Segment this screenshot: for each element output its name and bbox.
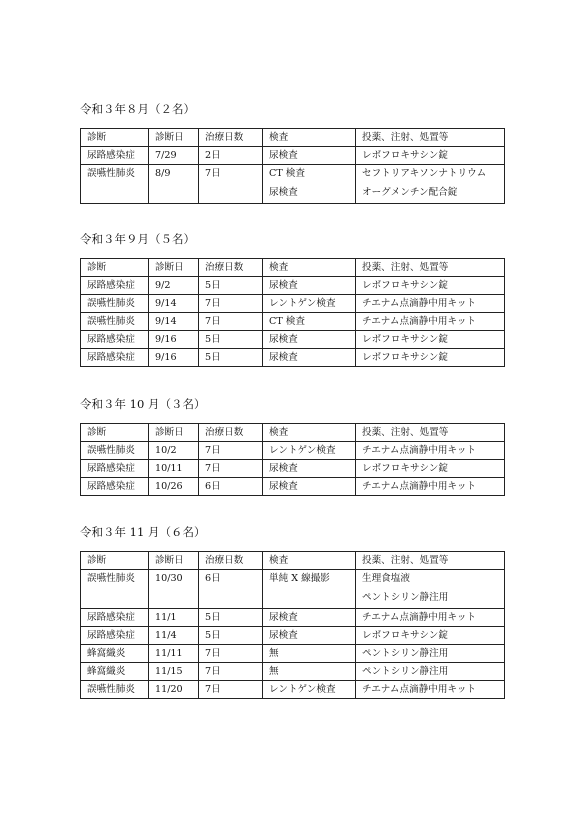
cell-treatment xyxy=(356,570,505,609)
table-row xyxy=(81,609,505,627)
cell-diagnosis: 蜂窩織炎 xyxy=(81,663,149,681)
header-diagnosis: 診断 xyxy=(81,129,149,147)
header-date: 診断日 xyxy=(149,424,199,442)
cell-test: 尿検査 xyxy=(263,331,356,349)
cell-diagnosis: 誤嚥性肺炎 xyxy=(81,442,149,460)
cell-date: 8/9 xyxy=(149,165,199,204)
cell-diagnosis: 尿路感染症 xyxy=(81,627,149,645)
cell-date: 9/2 xyxy=(149,277,199,295)
cell-treatment: チエナム点滴静中用キット xyxy=(356,313,505,331)
cell-date: 9/16 xyxy=(149,349,199,367)
cell-test: レントゲン検査 xyxy=(263,681,356,699)
cell-days: 7日 xyxy=(199,663,263,681)
cell-test: CT 検査 xyxy=(263,313,356,331)
header-date: 診断日 xyxy=(149,259,199,277)
cell-days: 5日 xyxy=(199,277,263,295)
cell-days: 2日 xyxy=(199,147,263,165)
cell-test: 尿検査 xyxy=(263,147,356,165)
cell-treatment-line: 生理食塩液 xyxy=(362,573,410,584)
table-row xyxy=(81,645,505,663)
header-days: 治療日数 xyxy=(199,259,263,277)
cell-test: レントゲン検査 xyxy=(263,295,356,313)
section-november xyxy=(80,523,504,699)
cell-date: 10/30 xyxy=(149,570,199,609)
cell-days: 7日 xyxy=(199,442,263,460)
cell-diagnosis: 誤嚥性肺炎 xyxy=(81,570,149,609)
cell-treatment-line: オーグメンチン配合錠 xyxy=(362,187,458,198)
table-row xyxy=(81,349,505,367)
header-test: 検査 xyxy=(263,424,356,442)
cell-days: 5日 xyxy=(199,349,263,367)
cell-diagnosis: 誤嚥性肺炎 xyxy=(81,295,149,313)
cell-test: 尿検査 xyxy=(263,627,356,645)
header-diagnosis: 診断 xyxy=(81,259,149,277)
cell-date: 11/1 xyxy=(149,609,199,627)
cell-treatment: レボフロキサシン錠 xyxy=(356,147,505,165)
header-days: 治療日数 xyxy=(199,129,263,147)
cell-diagnosis: 尿路感染症 xyxy=(81,147,149,165)
cell-date: 11/15 xyxy=(149,663,199,681)
header-days: 治療日数 xyxy=(199,552,263,570)
records-table xyxy=(80,551,505,699)
cell-days: 7日 xyxy=(199,681,263,699)
section-october xyxy=(80,395,504,496)
header-treatment: 投薬、注射、処置等 xyxy=(356,552,505,570)
table-row xyxy=(81,570,505,609)
cell-days: 7日 xyxy=(199,295,263,313)
cell-test-line: CT 検査 xyxy=(269,168,305,179)
cell-treatment: レボフロキサシン錠 xyxy=(356,627,505,645)
table-row xyxy=(81,331,505,349)
cell-days: 5日 xyxy=(199,609,263,627)
cell-days: 6日 xyxy=(199,570,263,609)
cell-date: 11/11 xyxy=(149,645,199,663)
cell-test: 尿検査 xyxy=(263,460,356,478)
cell-days: 7日 xyxy=(199,460,263,478)
cell-diagnosis: 尿路感染症 xyxy=(81,277,149,295)
cell-days: 6日 xyxy=(199,478,263,496)
cell-date: 10/2 xyxy=(149,442,199,460)
cell-treatment xyxy=(356,165,505,204)
cell-diagnosis: 蜂窩織炎 xyxy=(81,645,149,663)
section-august xyxy=(80,100,504,204)
header-row xyxy=(81,129,505,147)
cell-days: 5日 xyxy=(199,627,263,645)
cell-treatment: チエナム点滴静中用キット xyxy=(356,295,505,313)
cell-treatment-line: ペントシリン静注用 xyxy=(362,592,449,603)
cell-days: 7日 xyxy=(199,645,263,663)
cell-diagnosis: 尿路感染症 xyxy=(81,460,149,478)
cell-date: 7/29 xyxy=(149,147,199,165)
cell-test: 無 xyxy=(263,663,356,681)
cell-treatment-line: セフトリアキソンナトリウム xyxy=(362,168,487,179)
cell-test: 尿検査 xyxy=(263,349,356,367)
cell-treatment: チエナム点滴静中用キット xyxy=(356,442,505,460)
cell-test: 無 xyxy=(263,645,356,663)
cell-date: 11/4 xyxy=(149,627,199,645)
cell-treatment: レボフロキサシン錠 xyxy=(356,460,505,478)
cell-days: 7日 xyxy=(199,313,263,331)
header-treatment: 投薬、注射、処置等 xyxy=(356,259,505,277)
cell-diagnosis: 誤嚥性肺炎 xyxy=(81,313,149,331)
header-test: 検査 xyxy=(263,552,356,570)
header-treatment: 投薬、注射、処置等 xyxy=(356,129,505,147)
cell-date: 9/14 xyxy=(149,313,199,331)
cell-date: 9/16 xyxy=(149,331,199,349)
cell-treatment: チエナム点滴静中用キット xyxy=(356,478,505,496)
section-title: 令和３年８月（２名） xyxy=(80,102,195,116)
header-test: 検査 xyxy=(263,129,356,147)
header-row xyxy=(81,552,505,570)
cell-treatment: レボフロキサシン錠 xyxy=(356,331,505,349)
table-row xyxy=(81,663,505,681)
header-date: 診断日 xyxy=(149,552,199,570)
header-diagnosis: 診断 xyxy=(81,424,149,442)
header-treatment: 投薬、注射、処置等 xyxy=(356,424,505,442)
cell-test-line: 尿検査 xyxy=(269,187,298,198)
cell-date: 10/11 xyxy=(149,460,199,478)
cell-treatment: チエナム点滴静中用キット xyxy=(356,681,505,699)
cell-days: 5日 xyxy=(199,331,263,349)
cell-diagnosis: 尿路感染症 xyxy=(81,478,149,496)
cell-diagnosis: 誤嚥性肺炎 xyxy=(81,681,149,699)
table-row xyxy=(81,295,505,313)
cell-test: 尿検査 xyxy=(263,609,356,627)
cell-test: 尿検査 xyxy=(263,277,356,295)
section-title: 令和３年 10 月（３名） xyxy=(80,397,206,411)
table-row xyxy=(81,165,505,204)
cell-test: レントゲン検査 xyxy=(263,442,356,460)
header-diagnosis: 診断 xyxy=(81,552,149,570)
cell-date: 11/20 xyxy=(149,681,199,699)
cell-diagnosis: 誤嚥性肺炎 xyxy=(81,165,149,204)
section-title: 令和３年９月（５名） xyxy=(80,232,195,246)
header-row xyxy=(81,424,505,442)
table-row xyxy=(81,277,505,295)
table-row xyxy=(81,147,505,165)
header-row xyxy=(81,259,505,277)
section-title: 令和３年 11 月（６名） xyxy=(80,525,206,539)
cell-treatment: レボフロキサシン錠 xyxy=(356,349,505,367)
cell-test xyxy=(263,165,356,204)
cell-treatment: チエナム点滴静中用キット xyxy=(356,609,505,627)
header-date: 診断日 xyxy=(149,129,199,147)
table-row xyxy=(81,460,505,478)
section-september xyxy=(80,230,504,367)
cell-test: 尿検査 xyxy=(263,478,356,496)
cell-treatment: ペントシリン静注用 xyxy=(356,645,505,663)
records-table xyxy=(80,423,505,496)
cell-days: 7日 xyxy=(199,165,263,204)
cell-treatment: ペントシリン静注用 xyxy=(356,663,505,681)
records-table xyxy=(80,258,505,367)
cell-date: 10/26 xyxy=(149,478,199,496)
table-row xyxy=(81,313,505,331)
header-test: 検査 xyxy=(263,259,356,277)
header-days: 治療日数 xyxy=(199,424,263,442)
records-table xyxy=(80,128,505,204)
cell-treatment: レボフロキサシン錠 xyxy=(356,277,505,295)
cell-diagnosis: 尿路感染症 xyxy=(81,331,149,349)
table-row xyxy=(81,627,505,645)
table-row xyxy=(81,681,505,699)
cell-diagnosis: 尿路感染症 xyxy=(81,349,149,367)
cell-date: 9/14 xyxy=(149,295,199,313)
table-row xyxy=(81,478,505,496)
cell-test: 単純 X 線撮影 xyxy=(263,570,356,609)
cell-diagnosis: 尿路感染症 xyxy=(81,609,149,627)
table-row xyxy=(81,442,505,460)
